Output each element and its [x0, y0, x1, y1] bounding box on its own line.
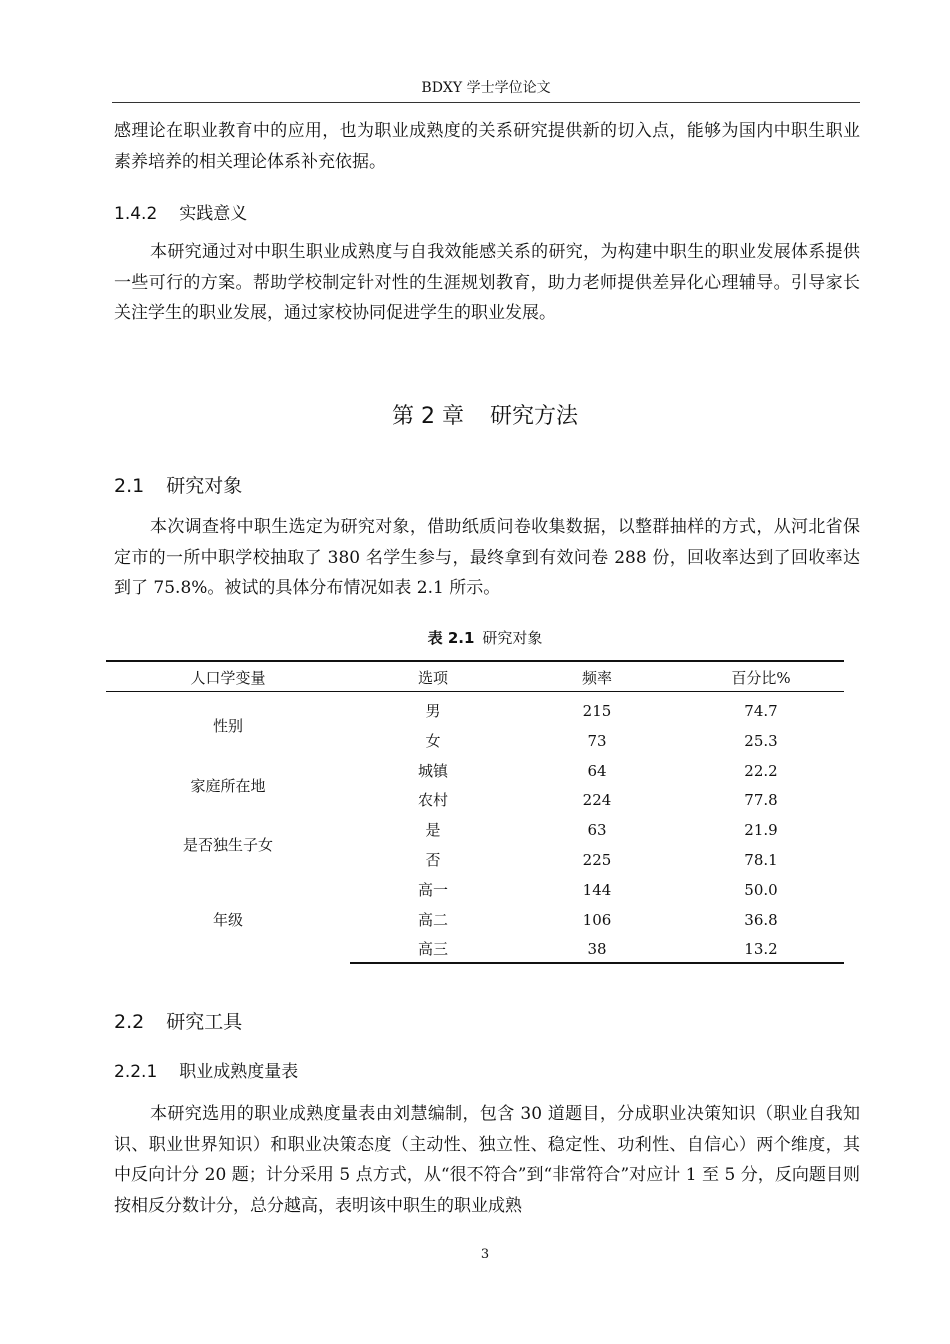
table-cell-option: 男	[425, 702, 441, 720]
section-heading-2-2-1	[114, 1060, 298, 1084]
table-bottom-rule	[350, 962, 844, 964]
table-cell-percent: 22.2	[744, 761, 778, 780]
table-cell-frequency: 215	[582, 702, 612, 720]
practice-significance-paragraph: 本研究通过对中职生职业成熟度与自我效能感关系的研究，为构建中职生的职业发展体系提供一些可行的方案。帮助学校制定针对性的生涯规划教育，助力老师提供差异化心理辅导。引导家长关注学生的职业发展，通过家校协同促进学生的职业发展。	[114, 242, 860, 323]
running-header: BDXY 学士学位论文	[112, 78, 860, 103]
table-cell-option: 高一	[417, 880, 448, 899]
table-cell-variable: 性别	[212, 716, 243, 735]
table-cell-frequency: 73	[587, 731, 607, 750]
table-cell-frequency: 224	[582, 791, 612, 810]
table-top-rule	[106, 660, 844, 662]
section-number: 2.1	[114, 475, 145, 497]
page-number: 3	[480, 1247, 490, 1262]
section-number: 2.2.1	[114, 1062, 158, 1082]
table-header-cell: 选项	[417, 669, 448, 687]
scale-description-paragraph: 本研究选用的职业成熟度量表由刘慧编制，包含 30 道题目，分成职业决策知识（职业自我知识、职业世界知识）和职业决策态度（主动性、独立性、稳定性、功利性、自信心）两个维度，其中反向计分 20 题；计分采用 5 点方式，从“很不符合”到“非常符合”对应计 1 至 5 分，反向题目则按相反分数计分，总分越高，表明该中职生的职业成熟	[114, 1104, 860, 1216]
table-cell-percent: 36.8	[744, 910, 778, 929]
table-cell-option: 女	[425, 731, 441, 750]
table-cell-percent: 13.2	[744, 940, 778, 959]
chapter-title: 研究方法	[489, 404, 578, 429]
table-cell-option: 农村	[417, 791, 448, 810]
section-title: 实践意义	[179, 204, 248, 224]
table-cell-frequency: 225	[582, 851, 612, 869]
section-title: 研究工具	[166, 1011, 243, 1033]
table-cell-variable: 家庭所在地	[190, 776, 266, 795]
table-cell-variable: 年级	[212, 910, 243, 929]
section-heading-2-2	[114, 1009, 242, 1035]
table-cell-frequency: 38	[587, 940, 607, 959]
table-cell-percent: 50.0	[744, 880, 778, 899]
table-cell-option: 高三	[417, 940, 448, 959]
table-label: 表 2.1	[427, 629, 475, 647]
research-subjects-paragraph: 本次调查将中职生选定为研究对象，借助纸质问卷收集数据，以整群抽样的方式，从河北省保定市的一所中职学校抽取了 380 名学生参与，最终拿到有效问卷 288 份，回收率达到了回收率达到了 75.8%。被试的具体分布情况如表 2.1 所示。	[114, 517, 860, 598]
section-title: 职业成熟度量表	[179, 1062, 299, 1082]
section-number: 2.2	[114, 1011, 145, 1033]
table-cell-option: 否	[425, 851, 441, 869]
section-heading-2-1	[114, 473, 242, 499]
table-caption	[0, 627, 950, 649]
table-header-rule	[106, 691, 844, 692]
chapter-number: 第 2 章	[392, 404, 464, 429]
table-cell-frequency: 64	[587, 761, 607, 780]
table-cell-percent: 78.1	[744, 851, 778, 869]
section-number: 1.4.2	[114, 204, 158, 224]
table-header-cell: 人口学变量	[190, 669, 266, 687]
chapter-heading	[0, 402, 950, 432]
table-cell-option: 是	[425, 821, 441, 840]
table-cell-option: 城镇	[417, 761, 448, 780]
table-cell-variable: 是否独生子女	[182, 836, 273, 855]
table-cell-percent: 25.3	[744, 731, 778, 750]
table-cell-frequency: 106	[582, 910, 612, 929]
intro-paragraph: 感理论在职业教育中的应用，也为职业成熟度的关系研究提供新的切入点，能够为国内中职生职业素养培养的相关理论体系补充依据。	[114, 121, 860, 172]
table-title: 研究对象	[482, 629, 543, 647]
table-cell-frequency: 144	[582, 880, 612, 899]
section-heading-1-4-2	[114, 202, 247, 226]
table-cell-percent: 74.7	[744, 702, 778, 720]
table-cell-frequency: 63	[587, 821, 607, 840]
table-cell-option: 高二	[417, 910, 448, 929]
section-title: 研究对象	[166, 475, 243, 497]
table-header-cell: 频率	[581, 669, 612, 687]
table-cell-percent: 77.8	[744, 791, 778, 810]
table-cell-percent: 21.9	[744, 821, 778, 840]
table-header-cell: 百分比%	[731, 669, 791, 687]
